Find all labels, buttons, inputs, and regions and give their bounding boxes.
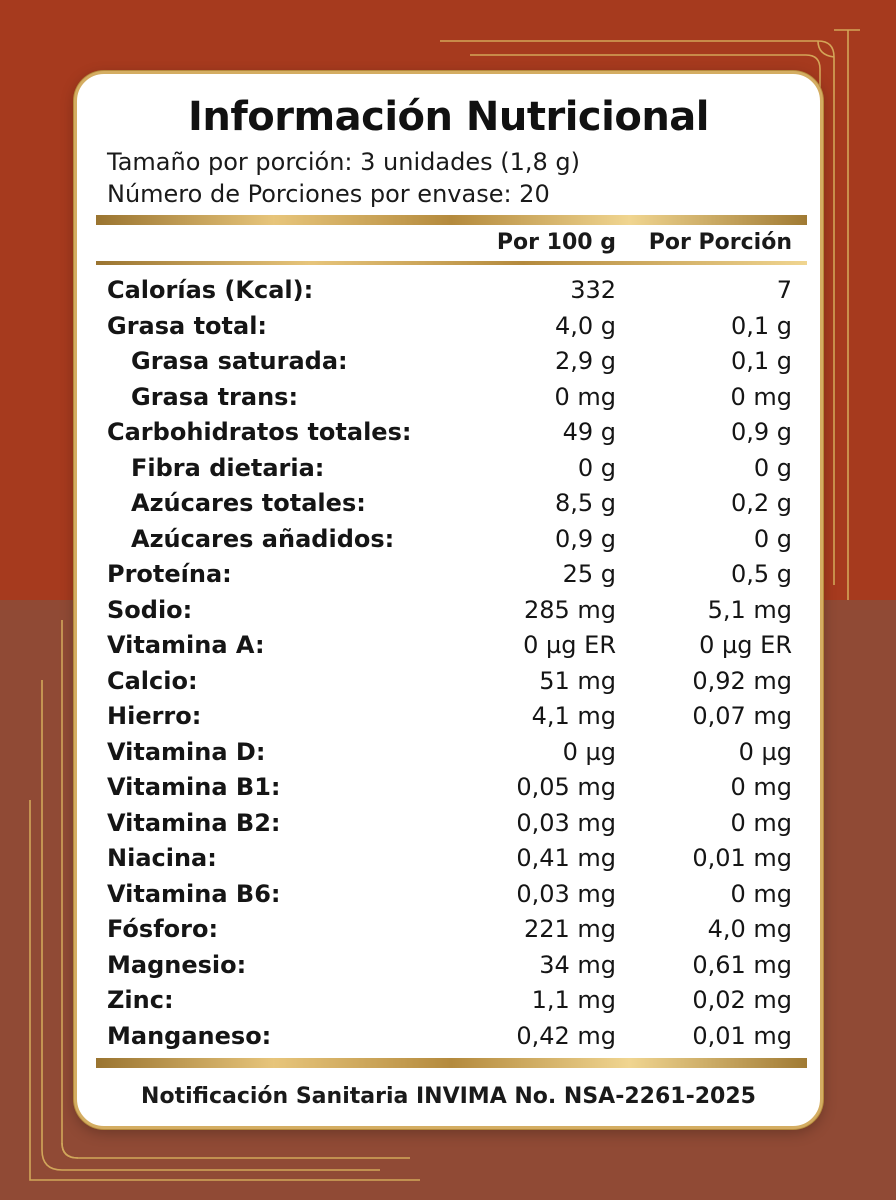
value-per-100g: 25 g <box>562 560 616 588</box>
value-per-serving: 0,9 g <box>730 418 792 446</box>
value-per-100g: 0,41 mg <box>516 844 616 872</box>
nutrient-label: Carbohidratos totales: <box>107 418 412 446</box>
value-per-100g: 285 mg <box>523 595 616 624</box>
nutrient-row <box>77 592 820 628</box>
value-per-100g: 0,03 mg <box>516 808 616 837</box>
nutrient-row <box>77 663 820 699</box>
nutrient-label: Vitamina B2: <box>107 808 281 837</box>
nutrient-label: Vitamina B1: <box>107 773 281 801</box>
nutrient-label: Niacina: <box>107 844 217 872</box>
nutrient-row <box>77 556 820 592</box>
nutrient-label: Grasa total: <box>107 311 268 340</box>
nutrient-row <box>77 485 820 521</box>
column-header-per-100g: Por 100 g <box>496 230 616 255</box>
nutrient-row <box>77 272 820 308</box>
nutrient-row <box>77 698 820 734</box>
nutrient-label: Calcio: <box>107 666 198 695</box>
nutrient-row <box>77 805 820 841</box>
value-per-100g: 1,1 mg <box>531 986 616 1014</box>
nutrient-label: Zinc: <box>107 986 174 1014</box>
nutrient-row <box>77 414 820 450</box>
value-per-100g: 34 mg <box>539 950 616 979</box>
nutrient-label: Vitamina D: <box>107 737 266 766</box>
gold-divider-bottom <box>96 1058 807 1068</box>
value-per-serving: 5,1 mg <box>707 595 792 624</box>
nutrient-row <box>77 911 820 947</box>
value-per-serving: 0 g <box>753 453 792 482</box>
nutrient-label: Proteína: <box>107 560 232 588</box>
nutrient-row <box>77 947 820 983</box>
nutrient-row <box>77 734 820 770</box>
servings-per-container-text: Número de Porciones por envase: 20 <box>107 180 550 208</box>
nutrient-label: Sodio: <box>107 595 193 624</box>
value-per-serving: 0,1 g <box>730 311 792 340</box>
value-per-serving: 0 mg <box>730 773 792 801</box>
nutrient-label: Azúcares totales: <box>131 489 366 517</box>
value-per-serving: 0 mg <box>730 808 792 837</box>
gold-divider-top <box>96 215 807 225</box>
value-per-serving: 0,07 mg <box>692 702 792 730</box>
nutrient-row <box>77 343 820 379</box>
gold-divider-header <box>96 261 807 265</box>
value-per-100g: 221 mg <box>523 915 616 943</box>
value-per-100g: 0 g <box>577 453 616 482</box>
value-per-100g: 0,05 mg <box>516 773 616 801</box>
nutrient-label: Grasa trans: <box>131 382 299 411</box>
nutrient-label: Calorías (Kcal): <box>107 276 314 304</box>
value-per-100g: 8,5 g <box>554 489 616 517</box>
value-per-serving: 0,61 mg <box>692 950 792 979</box>
column-header-per-serving: Por Porción <box>648 230 792 255</box>
nutrient-row <box>77 450 820 486</box>
nutrient-label: Hierro: <box>107 702 202 730</box>
panel-title: Información Nutricional <box>187 94 710 140</box>
value-per-100g: 51 mg <box>539 666 616 695</box>
value-per-serving: 0 µg ER <box>699 631 792 659</box>
value-per-serving: 0,2 g <box>730 489 792 517</box>
nutrient-label: Azúcares añadidos: <box>131 524 395 553</box>
nutrient-row <box>77 308 820 344</box>
value-per-serving: 4,0 mg <box>707 915 792 943</box>
value-per-100g: 0 µg ER <box>523 631 616 659</box>
nutrient-row <box>77 379 820 415</box>
value-per-serving: 0,02 mg <box>692 986 792 1014</box>
value-per-serving: 0,92 mg <box>692 666 792 695</box>
nutrient-label: Manganeso: <box>107 1021 272 1050</box>
value-per-serving: 0 µg <box>738 737 792 766</box>
serving-size-text: Tamaño por porción: 3 unidades (1,8 g) <box>107 148 580 176</box>
value-per-serving: 0,5 g <box>730 560 792 588</box>
nutrient-label: Fibra dietaria: <box>131 453 325 482</box>
nutrient-row <box>77 521 820 557</box>
value-per-100g: 0 µg <box>562 737 616 766</box>
value-per-100g: 4,0 g <box>554 311 616 340</box>
nutrient-label: Magnesio: <box>107 950 247 979</box>
value-per-100g: 0,9 g <box>554 524 616 553</box>
value-per-100g: 49 g <box>562 418 616 446</box>
value-per-100g: 2,9 g <box>554 347 616 375</box>
value-per-serving: 0 mg <box>730 879 792 908</box>
value-per-100g: 0,42 mg <box>516 1021 616 1050</box>
nutrient-row <box>77 840 820 876</box>
value-per-100g: 332 <box>570 276 616 304</box>
value-per-100g: 4,1 mg <box>531 702 616 730</box>
value-per-serving: 0,01 mg <box>692 844 792 872</box>
nutrient-label: Vitamina A: <box>107 631 265 659</box>
nutrient-label: Vitamina B6: <box>107 879 281 908</box>
value-per-serving: 0,1 g <box>730 347 792 375</box>
value-per-serving: 0 g <box>753 524 792 553</box>
nutrient-row <box>77 769 820 805</box>
nutrient-row <box>77 876 820 912</box>
value-per-100g: 0 mg <box>554 382 616 411</box>
value-per-serving: 0 mg <box>730 382 792 411</box>
nutrient-row <box>77 627 820 663</box>
value-per-100g: 0,03 mg <box>516 879 616 908</box>
sanitary-notification: Notificación Sanitaria INVIMA No. NSA-2261-2025 <box>141 1084 756 1109</box>
nutrient-label: Grasa saturada: <box>131 347 348 375</box>
nutrient-row <box>77 1018 820 1054</box>
nutrient-label: Fósforo: <box>107 915 219 943</box>
nutrition-facts-panel <box>74 71 823 1129</box>
nutrient-row <box>77 982 820 1018</box>
value-per-serving: 7 <box>776 276 792 304</box>
value-per-serving: 0,01 mg <box>692 1021 792 1050</box>
